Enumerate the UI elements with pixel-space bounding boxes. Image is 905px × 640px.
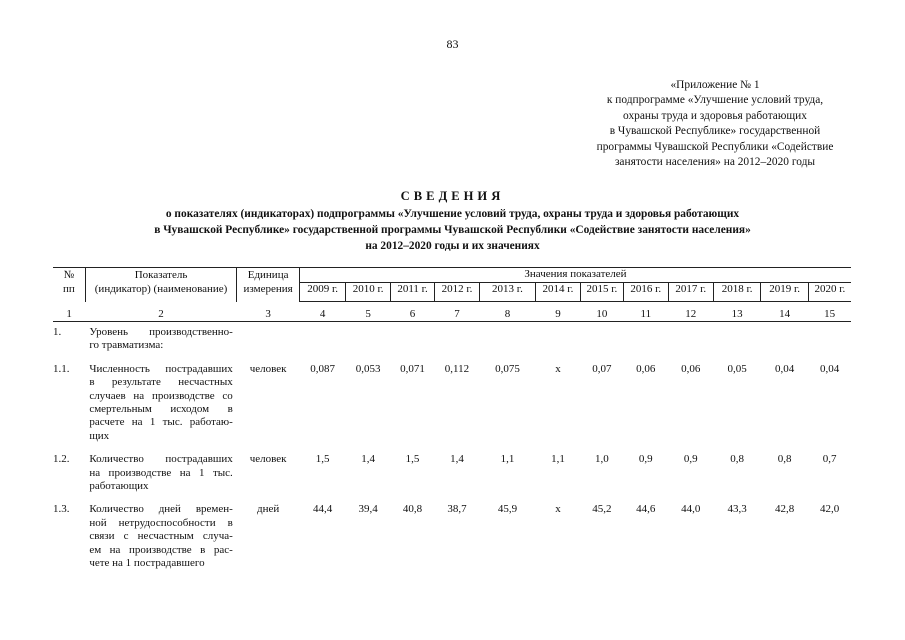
appendix-line: в Чувашской Республике» государственной: [609, 125, 821, 138]
header-year: 2018 г.: [713, 283, 760, 302]
row-number: 1.3.: [53, 503, 70, 516]
page-number: 83: [446, 37, 459, 51]
indicator-name-line: в результате несчастных: [89, 376, 233, 389]
appendix-line: занятости населения» на 2012–2020 годы: [614, 156, 816, 169]
unit-cell: [237, 326, 300, 353]
appendix-line: к подпрограмме «Улучшение условий труда,: [606, 94, 824, 107]
unit-cell: человек: [249, 362, 287, 375]
value-cell: 42,8: [775, 503, 795, 516]
column-number: 2: [85, 308, 236, 322]
value-cell: 0,07: [592, 362, 612, 375]
value-cell: х: [555, 503, 561, 516]
value-cell: 42,0: [820, 503, 840, 516]
indicator-name: [85, 443, 236, 493]
value-cell: 0,075: [495, 362, 520, 375]
header-number-label: № пп: [63, 269, 75, 295]
document-title: СВЕДЕНИЯ: [400, 189, 505, 203]
header-year: 2010 г.: [346, 283, 390, 302]
indicator-name-line: расчете на 1 тыс. работаю-: [89, 416, 233, 429]
indicator-name-line: на производстве на 1 тыс.: [89, 466, 233, 479]
indicator-name-line: го травматизма:: [89, 339, 164, 352]
value-cell: [624, 326, 668, 353]
header-year: 2011 г.: [390, 283, 434, 302]
header-number: [53, 268, 85, 302]
value-cell: 0,112: [444, 362, 470, 375]
value-cell: 40,8: [402, 503, 423, 516]
indicator-name-line: смертельным исходом в: [89, 403, 233, 416]
header-year: 2014 г.: [536, 283, 580, 302]
table-row: [53, 493, 851, 570]
indicator-name-line: Уровень производственно-: [89, 326, 233, 338]
column-number: 15: [808, 308, 851, 322]
value-cell: 0,06: [636, 362, 656, 375]
value-cell: 0,06: [681, 362, 701, 375]
header-year: 2016 г.: [624, 283, 668, 302]
column-number: 8: [479, 308, 536, 322]
column-number: 12: [668, 308, 713, 322]
column-number: 14: [761, 308, 808, 322]
value-cell: [299, 326, 345, 353]
row-number: 1.: [53, 326, 62, 338]
value-cell: [536, 326, 580, 353]
value-cell: 1,1: [500, 453, 515, 466]
subtitle-line: о показателях (индикаторах) подпрограммы «Улучшение условий труда, охраны труда и здоровья работающих: [165, 208, 740, 220]
value-cell: 0,04: [820, 362, 840, 375]
table-row: [53, 326, 851, 353]
header-values-group-label: Значения показателей: [524, 268, 627, 280]
value-cell: 0,9: [638, 453, 653, 466]
value-cell: 0,087: [310, 362, 335, 375]
appendix-line: «Приложение № 1: [670, 79, 760, 91]
value-cell: 0,05: [727, 362, 747, 375]
column-number: 13: [713, 308, 760, 322]
indicator-name-line: Численность пострадавших: [89, 362, 233, 375]
indicator-name-line: работающих: [89, 480, 149, 493]
column-number: 10: [580, 308, 623, 322]
indicator-name: [85, 353, 236, 443]
unit-cell: человек: [249, 453, 287, 466]
column-number: 4: [299, 308, 345, 322]
value-cell: 45,9: [497, 503, 518, 516]
value-cell: 1,4: [450, 453, 464, 466]
value-cell: 0,071: [400, 362, 425, 375]
indicator-name-line: случаев на производстве со: [89, 389, 233, 402]
indicator-name-line: щих: [89, 429, 110, 442]
header-indicator: [85, 268, 236, 302]
value-cell: [580, 326, 623, 353]
value-cell: 43,3: [727, 503, 747, 516]
value-cell: 44,4: [313, 503, 333, 516]
header-year: 2013 г.: [479, 283, 536, 302]
table-row: [53, 353, 851, 443]
value-cell: 44,6: [636, 503, 656, 516]
column-number: 6: [390, 308, 434, 322]
value-cell: 0,8: [777, 453, 792, 466]
row-number: 1.2.: [53, 453, 70, 466]
indicator-name: [85, 493, 236, 570]
indicator-name-line: Количество дней времен-: [89, 503, 233, 516]
value-cell: 0,04: [775, 362, 795, 375]
appendix-line: охраны труда и здоровья работающих: [623, 109, 807, 122]
value-cell: 0,053: [355, 362, 381, 375]
indicator-name-line: чете на 1 пострадавшего: [89, 557, 205, 570]
column-number: 11: [624, 308, 668, 322]
table-row: [53, 443, 851, 493]
indicator-name-line: связи с несчастным случа-: [89, 530, 233, 543]
value-cell: 44,0: [681, 503, 701, 516]
value-cell: 38,7: [447, 503, 467, 516]
value-cell: [479, 326, 536, 353]
value-cell: [668, 326, 713, 353]
indicator-name-line: Количество пострадавших: [89, 453, 233, 466]
value-cell: 1,4: [361, 453, 375, 466]
value-cell: 1,5: [315, 453, 330, 466]
header-year: 2019 г.: [761, 283, 808, 302]
value-cell: [808, 326, 851, 353]
value-cell: 0,9: [683, 453, 698, 466]
column-number: 9: [536, 308, 580, 322]
value-cell: [435, 326, 479, 353]
header-indicator-label: Показатель (индикатор) (наименование): [94, 269, 228, 295]
header-year: 2017 г.: [668, 283, 713, 302]
value-cell: [713, 326, 760, 353]
column-number: 3: [237, 308, 300, 322]
value-cell: [390, 326, 434, 353]
value-cell: 0,7: [822, 453, 837, 466]
indicator-name-line: ем на производстве в рас-: [89, 543, 233, 556]
indicators-table: [53, 267, 851, 571]
appendix-caption: [525, 78, 905, 170]
document-subtitle: [40, 207, 865, 254]
appendix-line: программы Чувашской Республики «Содействие: [596, 140, 834, 153]
value-cell: 1,5: [405, 453, 420, 466]
header-unit: [237, 268, 300, 302]
value-cell: 1,0: [594, 453, 609, 466]
value-cell: [346, 326, 390, 353]
column-number: 1: [53, 308, 85, 322]
unit-cell: дней: [256, 503, 280, 516]
subtitle-line: в Чувашской Республике» государственной программы Чувашской Республики «Содействие занятости населения»: [154, 223, 751, 236]
header-unit-label: Единица измерения: [243, 269, 293, 295]
header-year: 2009 г.: [299, 283, 345, 302]
subtitle-line: на 2012–2020 годы и их значениях: [365, 239, 540, 252]
value-cell: 1,1: [551, 453, 565, 466]
column-number: 7: [435, 308, 479, 322]
indicator-name: [85, 326, 236, 353]
value-cell: 39,4: [358, 503, 378, 516]
indicator-name-line: ной нетрудоспособности в: [89, 516, 233, 529]
value-cell: 0,8: [730, 453, 745, 466]
header-year: 2020 г.: [808, 283, 851, 302]
header-year: 2012 г.: [435, 283, 479, 302]
header-year: 2015 г.: [580, 283, 623, 302]
column-number: 5: [346, 308, 390, 322]
value-cell: 45,2: [592, 503, 612, 516]
value-cell: х: [555, 362, 561, 375]
value-cell: [761, 326, 808, 353]
row-number: 1.1.: [53, 362, 70, 375]
header-values-group: [299, 268, 851, 283]
